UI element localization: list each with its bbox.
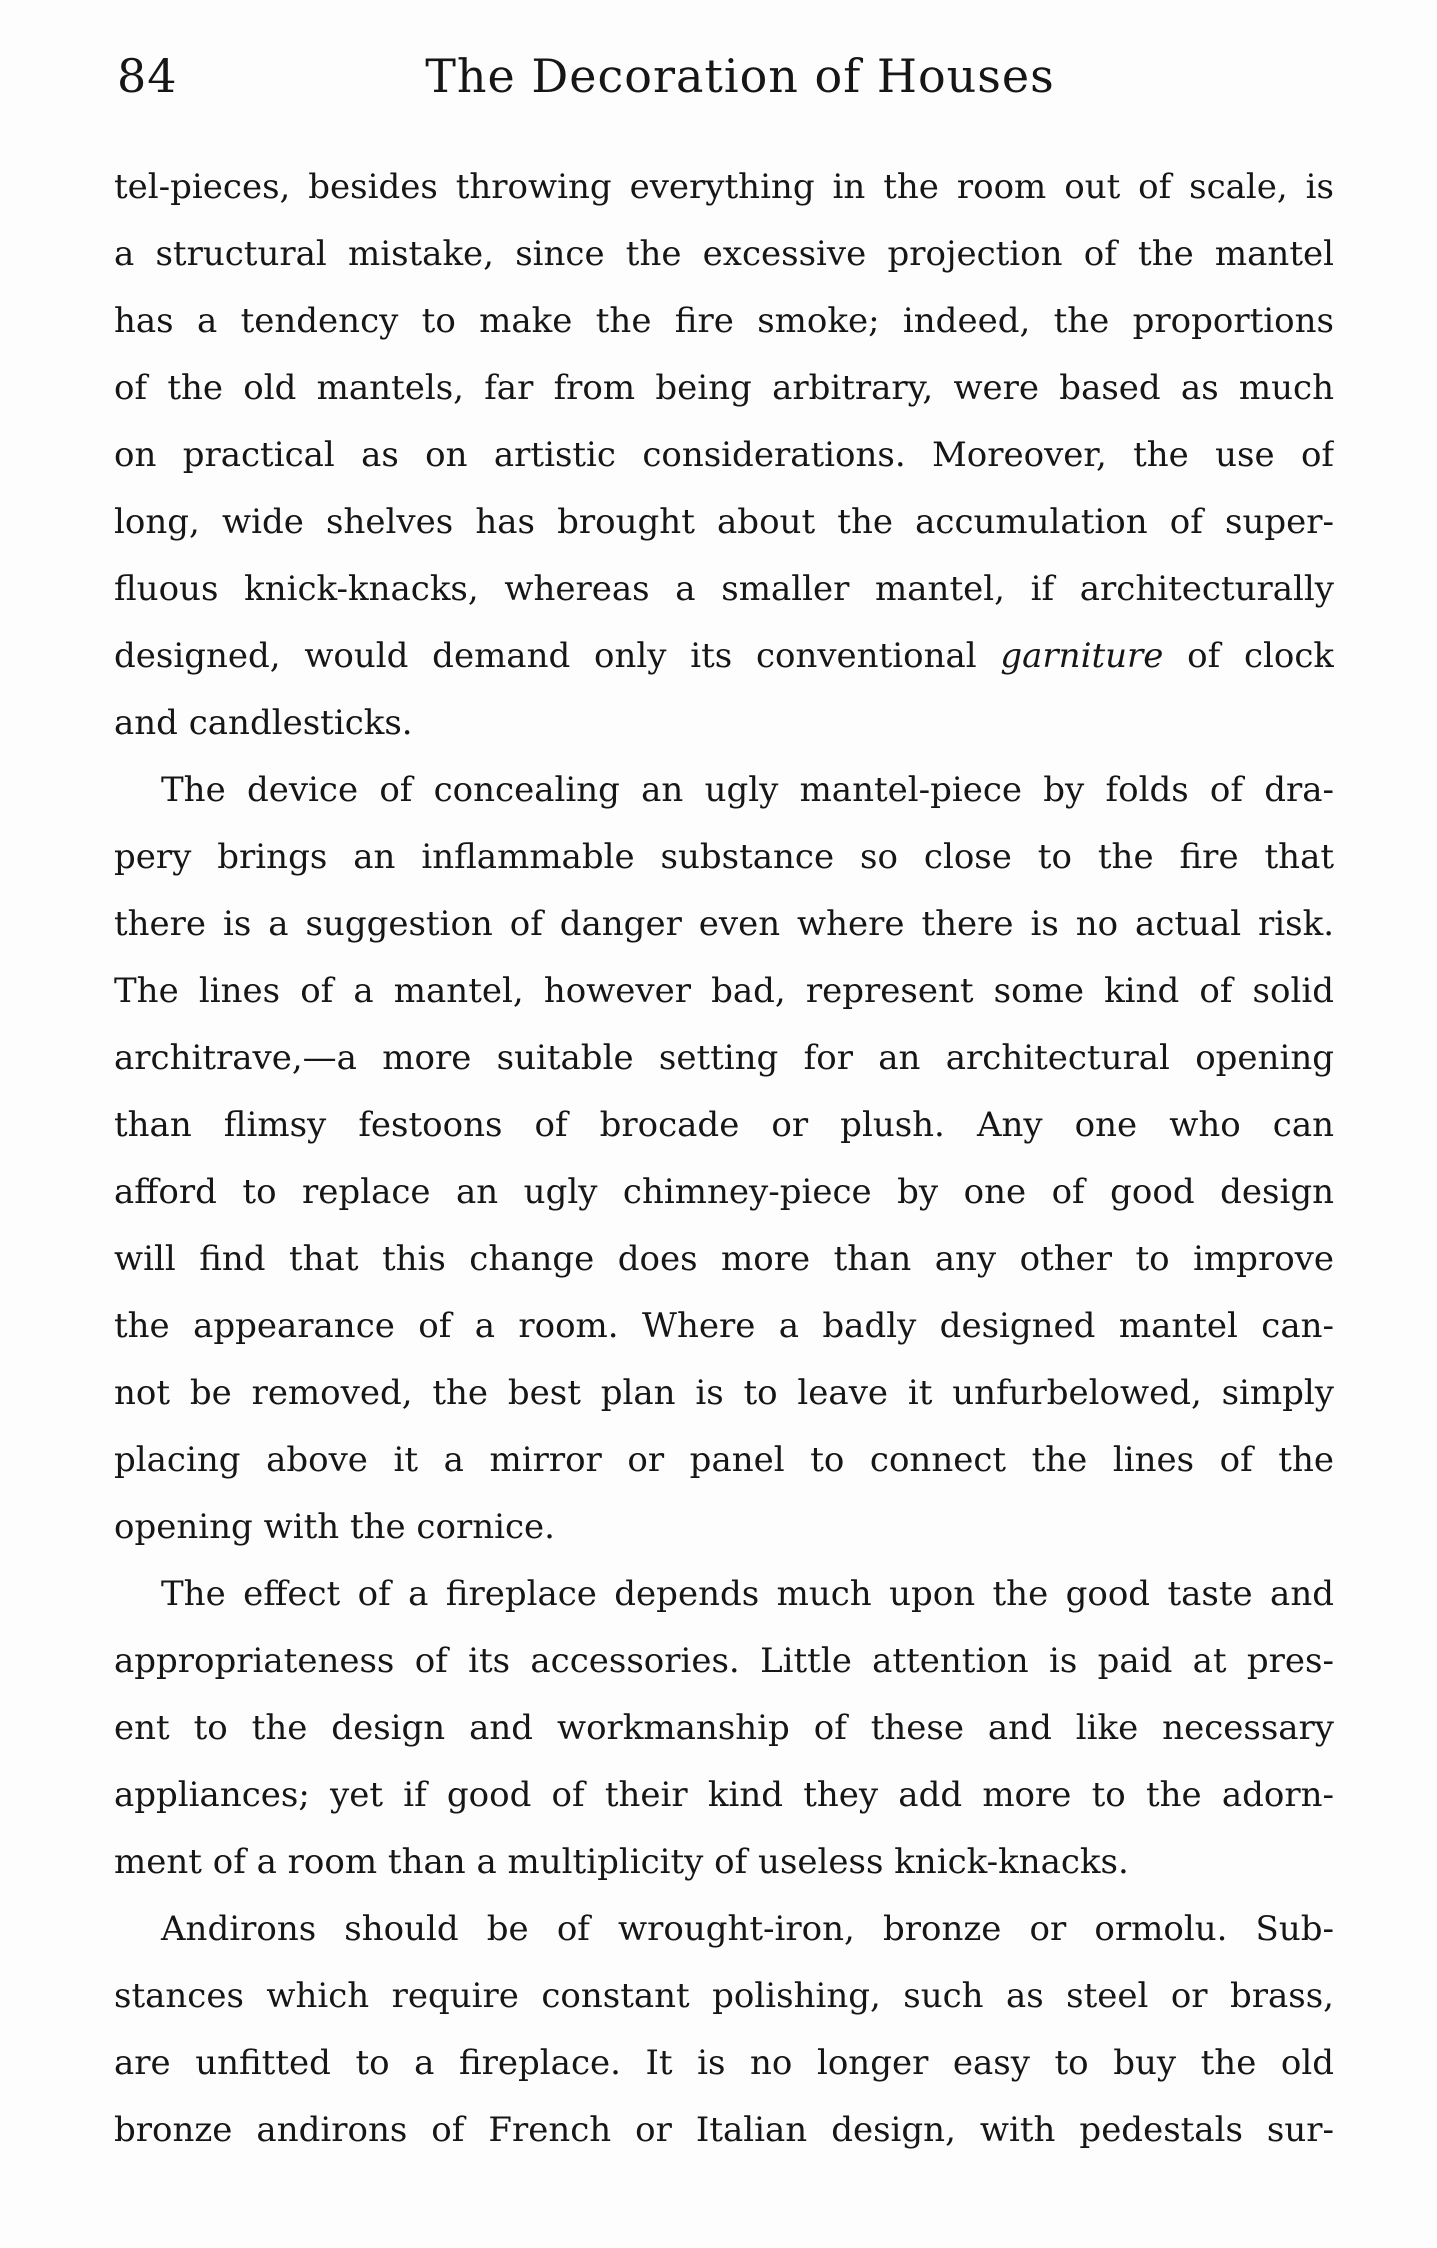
text-line: there is a suggestion of danger even where there is no actual risk.	[114, 904, 1334, 944]
text-line: and candlesticks.	[114, 703, 413, 743]
text-line: not be removed, the best plan is to leave it unfurbelowed, simply	[114, 1373, 1334, 1413]
text-line: pery brings an inflammable substance so close to the fire that	[114, 837, 1334, 877]
text-line: are unfitted to a fireplace. It is no longer easy to buy the old	[114, 2043, 1334, 2083]
text-line: bronze andirons of French or Italian design, with pedestals sur-	[114, 2110, 1334, 2150]
text-line: on practical as on artistic considerations. Moreover, the use of	[114, 435, 1334, 475]
text-line: the appearance of a room. Where a badly designed mantel can-	[114, 1306, 1334, 1346]
text-line: opening with the cornice.	[114, 1507, 555, 1547]
text-run: designed, would demand only its conventional	[114, 636, 977, 676]
text-line: placing above it a mirror or panel to connect the lines of the	[114, 1440, 1334, 1480]
paragraph-start-line: Andirons should be of wrought-iron, bronze or ormolu. Sub-	[161, 1909, 1334, 1949]
text-line: than flimsy festoons of brocade or plush. Any one who can	[114, 1105, 1334, 1145]
text-line: has a tendency to make the fire smoke; indeed, the proportions	[114, 301, 1334, 341]
text-line: a structural mistake, since the excessive projection of the mantel	[114, 234, 1334, 274]
paragraph-start-line: The device of concealing an ugly mantel-piece by folds of dra-	[161, 770, 1334, 810]
page-number: 84	[117, 49, 178, 103]
running-title: The Decoration of Houses	[425, 49, 1055, 103]
text-run: of clock	[1187, 636, 1334, 676]
text-line: long, wide shelves has brought about the accumulation of super-	[114, 502, 1334, 542]
text-line: stances which require constant polishing, such as steel or brass,	[114, 1976, 1334, 2016]
text-line: afford to replace an ugly chimney-piece by one of good design	[114, 1172, 1334, 1212]
text-line: appropriateness of its accessories. Little attention is paid at pres-	[114, 1641, 1334, 1681]
paragraph-start-line: The effect of a fireplace depends much upon the good taste and	[161, 1574, 1334, 1614]
text-line: fluous knick-knacks, whereas a smaller mantel, if architecturally	[114, 569, 1334, 609]
text-line: ent to the design and workmanship of these and like necessary	[114, 1708, 1334, 1748]
body-text	[114, 154, 1334, 2164]
text-line: of the old mantels, far from being arbitrary, were based as much	[114, 368, 1334, 408]
text-line: will find that this change does more than any other to improve	[114, 1239, 1334, 1279]
text-line: The lines of a mantel, however bad, represent some kind of solid	[114, 971, 1334, 1011]
text-line: architrave,—a more suitable setting for an architectural opening	[114, 1038, 1334, 1078]
text-line: tel-pieces, besides throwing everything in the room out of scale, is	[114, 167, 1334, 207]
text-line: appliances; yet if good of their kind they add more to the adorn-	[114, 1775, 1334, 1815]
italic-term: garniture	[1000, 636, 1164, 676]
text-line: ment of a room than a multiplicity of useless knick-knacks.	[114, 1842, 1129, 1882]
text-line-with-italic	[114, 623, 1334, 690]
